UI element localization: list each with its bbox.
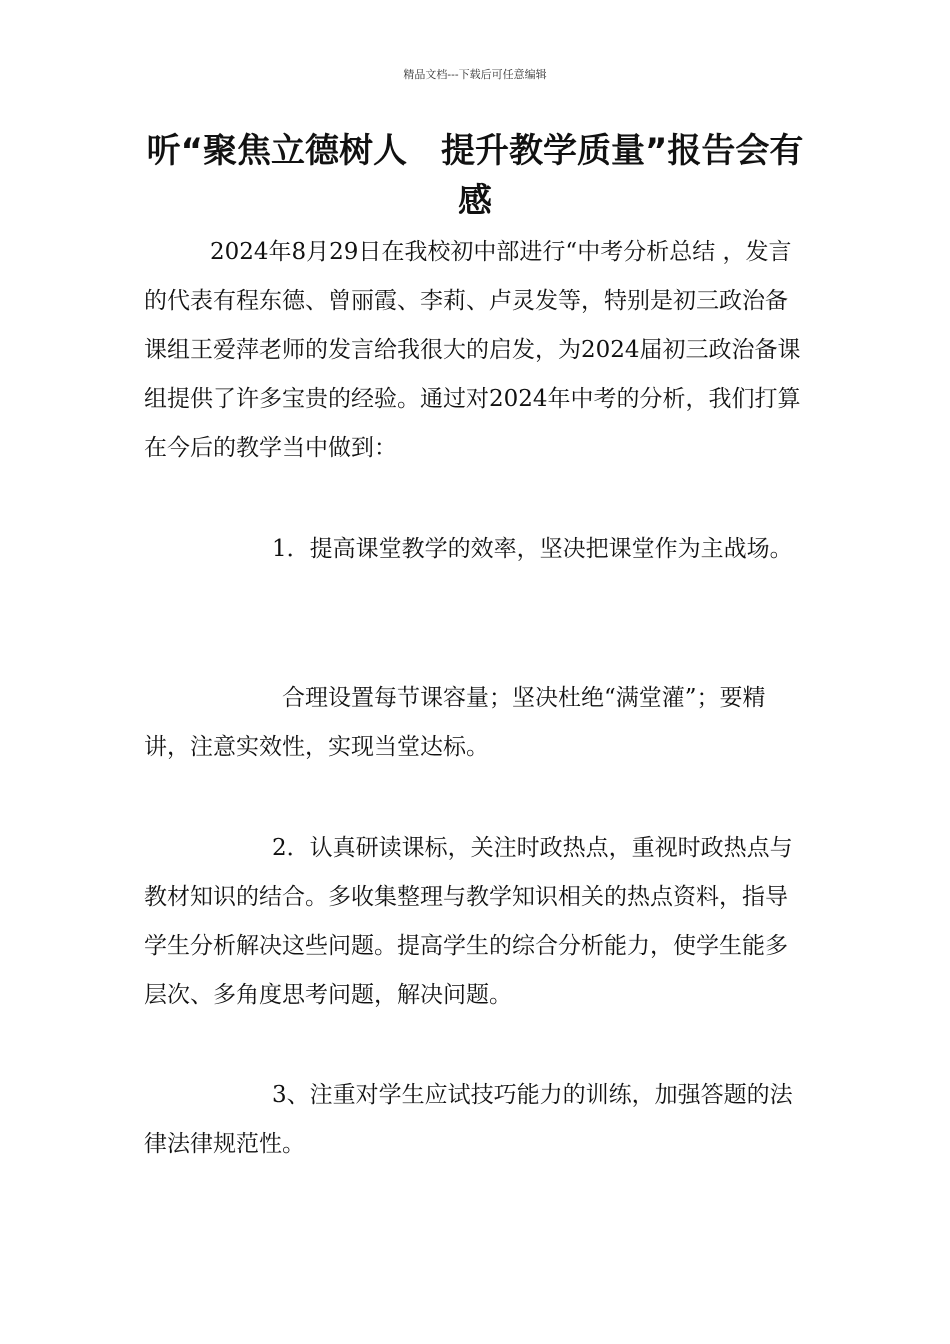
paragraph-item-2: 2．认真研读课标，关注时政热点，重视时政热点与教材知识的结合。多收集整理与教学知识相关的热点资料，指导学生分析解决这些问题。提高学生的综合分析能力，使学生能多层次、多角度思考问题，解决问题。 bbox=[144, 835, 793, 1008]
document-title: 听“聚焦立德树人 提升教学质量”报告会有感 bbox=[146, 131, 804, 221]
header-note: 精品文档---下载后可任意编辑 bbox=[403, 68, 547, 81]
paragraph-item-1-detail: 合理设置每节课容量；坚决杜绝“满堂灌”；要精讲，注意实效性，实现当堂达标。 bbox=[144, 685, 766, 760]
paragraph-item-3: 3、注重对学生应试技巧能力的训练，加强答题的法律法律规范性。 bbox=[144, 1082, 793, 1157]
paragraph-intro: 2024年8月29日在我校初中部进行“中考分析总结 ，发言的代表有程东德、曾丽霞、李莉、卢灵发等，特别是初三政治备课组王爱萍老师的发言给我很大的启发，为2024届初三政治备课组提供了许多宝贵的经验。通过对2024年中考的分析，我们打算在今后的教学当中做到： bbox=[144, 239, 801, 461]
paragraph-item-1: 1．提高课堂教学的效率，坚决把课堂作为主战场。 bbox=[272, 536, 793, 562]
